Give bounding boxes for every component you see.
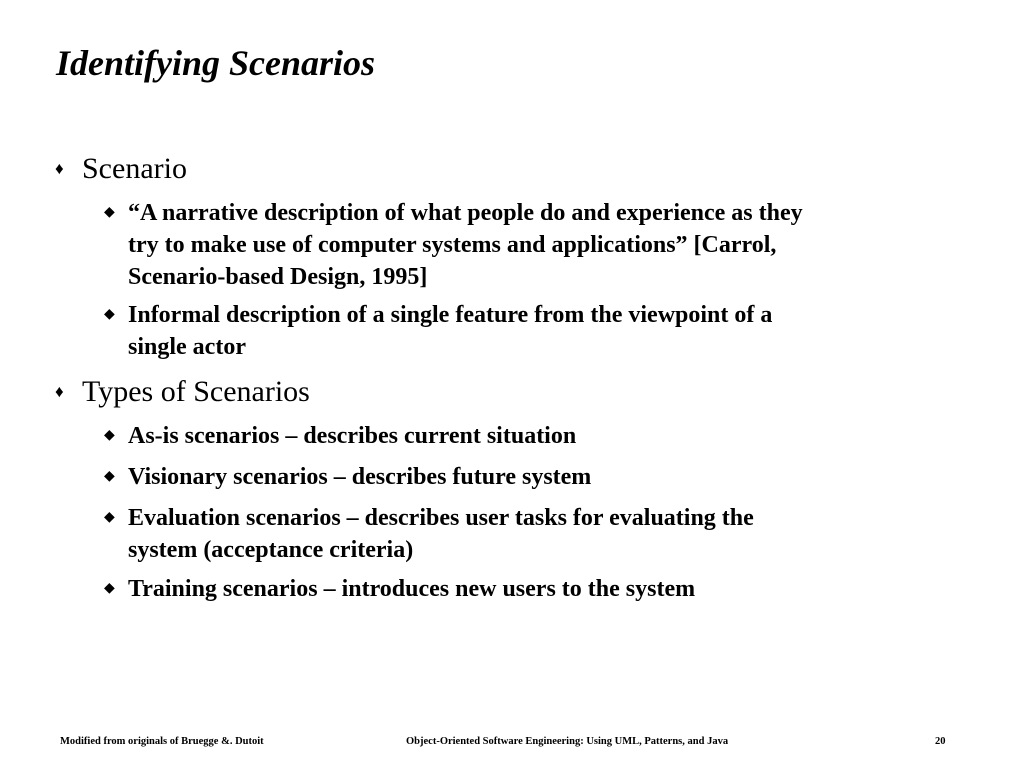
text-line: Scenario-based Design, 1995] [128, 264, 428, 290]
page-number: 20 [935, 736, 946, 747]
sub-bullet [104, 299, 924, 363]
bullet-heading: Scenario [82, 152, 187, 185]
diamond-bullet-icon: ◆ [104, 307, 115, 322]
footer-book-title: Object-Oriented Software Engineering: Using UML, Patterns, and Java [406, 736, 729, 747]
diamond-bullet-icon: ◆ [104, 205, 115, 220]
sub-bullet-text [128, 573, 695, 605]
sub-bullet-text [128, 502, 754, 566]
text-line: Training scenarios – introduces new users to the system [128, 576, 696, 602]
text-line: single actor [128, 334, 246, 360]
sub-bullet-text [128, 299, 772, 363]
text-line: Informal description of a single feature from the viewpoint of a [128, 302, 773, 328]
slide-title: Identifying Scenarios [56, 43, 376, 83]
text-line: Visionary scenarios – describes future system [128, 464, 592, 490]
diamond-bullet-icon: ◆ [104, 510, 115, 525]
text-line: “A narrative description of what people do and experience as they [128, 200, 803, 226]
sub-bullet [104, 573, 924, 605]
sub-bullet-text [128, 461, 591, 493]
text-line: Evaluation scenarios – describes user tasks for evaluating the [128, 505, 754, 531]
bullet-scenario [55, 151, 187, 187]
sub-bullet [104, 197, 924, 293]
footer-credit: Modified from originals of Bruegge &. Dutoit [60, 736, 264, 747]
sub-bullet [104, 461, 924, 493]
sub-bullet-text [128, 197, 803, 293]
text-line: try to make use of computer systems and applications” [Carrol, [128, 232, 777, 258]
sub-bullet [104, 420, 924, 452]
text-line: system (acceptance criteria) [128, 537, 414, 563]
text-line: As-is scenarios – describes current situation [128, 423, 577, 449]
bullet-types-of-scenarios [55, 374, 310, 410]
sub-bullet-text [128, 420, 576, 452]
diamond-bullet-icon: ♦ [55, 159, 64, 178]
diamond-bullet-icon: ◆ [104, 428, 115, 443]
diamond-bullet-icon: ◆ [104, 581, 115, 596]
diamond-bullet-icon: ◆ [104, 469, 115, 484]
diamond-bullet-icon: ♦ [55, 382, 64, 401]
sub-bullet [104, 502, 924, 566]
bullet-heading: Types of Scenarios [82, 375, 310, 408]
